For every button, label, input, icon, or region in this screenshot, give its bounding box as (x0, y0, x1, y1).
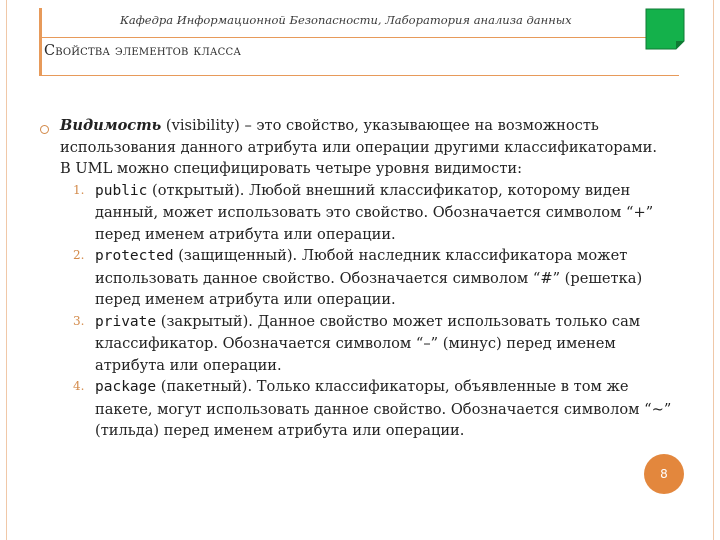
list-item-text: (открытый). Любой внешний классификатор, которому виден данный, может использовать это свойство. Обозначается символом “+” перед именем атрибута или операции. (95, 181, 654, 243)
intro-paragraph (60, 115, 672, 180)
intro-term: Видимость (60, 117, 162, 134)
header-caption: Кафедра Информационной Безопасности, Лаборатория анализа данных (120, 13, 572, 27)
keyword-protected: protected (95, 248, 174, 264)
list-item-package (60, 376, 672, 442)
title-divider (39, 75, 679, 76)
list-number: 4. (73, 379, 85, 393)
keyword-package: package (95, 379, 157, 395)
vertical-accent-line (39, 8, 42, 75)
list-item-text: (пакетный). Только классификаторы, объявленные в том же пакете, могут использовать данное свойство. Обозначается символом “~” (тильда) перед именем атрибута или операции. (95, 378, 672, 439)
list-item-protected (60, 245, 672, 311)
list-item-public (60, 180, 672, 246)
keyword-private: private (95, 313, 157, 330)
list-item-private (60, 311, 672, 377)
page-number-badge: 8 (644, 454, 684, 494)
slide-title: Свойства элементов класса (44, 43, 242, 59)
page-curl-icon (645, 8, 685, 50)
left-border-line (6, 0, 7, 540)
keyword-public: public (95, 182, 148, 199)
list-number: 1. (73, 182, 85, 197)
slide-body (60, 115, 672, 442)
intro-text: (visibility) – это свойство, указывающее на возможность использования данного атрибута или операции другими классификаторами. В UML можно специфицировать четыре уровня видимости: (60, 117, 658, 177)
list-item-text: (закрытый). Данное свойство может использовать только сам классификатор. Обозначается символом “–” (минус) перед именем атрибута или операции. (95, 312, 641, 374)
visibility-levels-list (60, 180, 672, 442)
right-border-line (713, 0, 714, 540)
list-number: 2. (73, 248, 85, 262)
header-divider (39, 37, 679, 38)
bullet-ring-icon (40, 125, 49, 134)
list-item-text: (защищенный). Любой наследник классификатора может использовать данное свойство. Обозначается символом “#” (решетка) перед именем атрибута или операции. (95, 247, 643, 308)
list-number: 3. (73, 313, 85, 328)
